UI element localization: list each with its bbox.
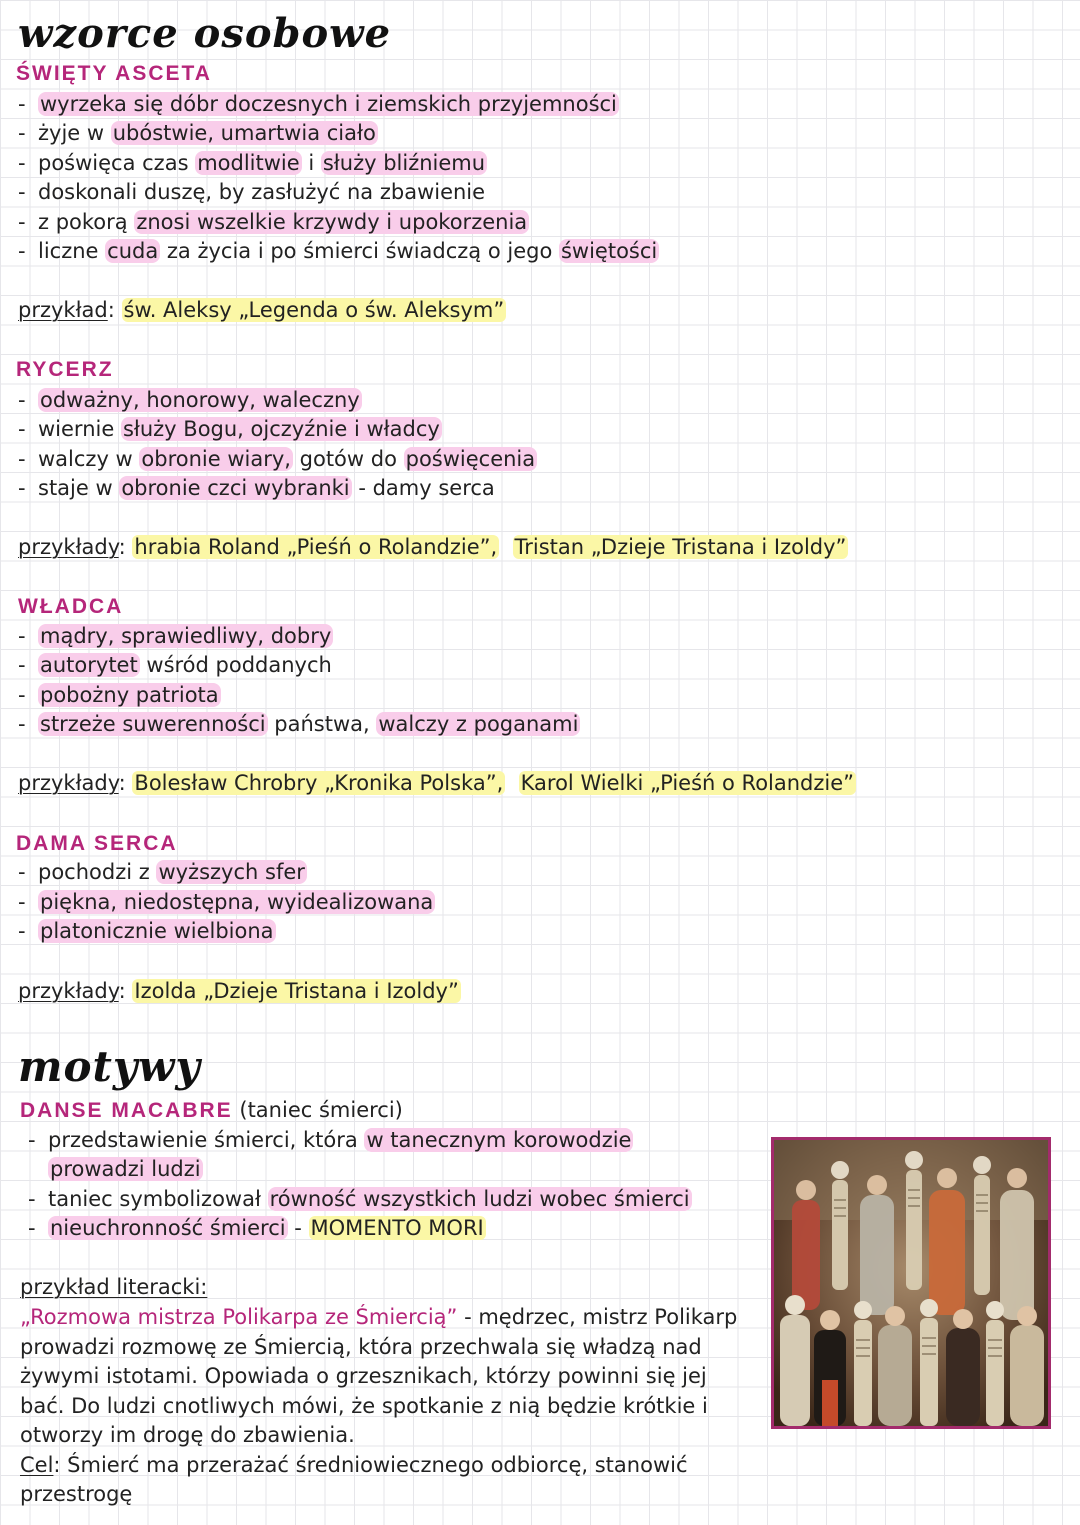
- danse-heading-line: DANSE MACABRE (taniec śmierci): [20, 1098, 403, 1122]
- section-title-wzorce: wzorce osobowe: [18, 10, 392, 57]
- asceta-line-1: - wyrzeka się dóbr doczesnych i ziemskich przyjemności: [18, 92, 617, 116]
- dama-line-2: - piękna, niedostępna, wyidealizowana: [18, 890, 434, 914]
- asceta-line-2: - żyje w ubóstwie, umartwia ciało: [18, 121, 376, 145]
- rycerz-line-3: - walczy w obronie wiary, gotów do poświęcenia: [18, 447, 536, 471]
- danse-line-2: - taniec symbolizował równość wszystkich ludzi wobec śmierci: [28, 1187, 690, 1211]
- asceta-line-3: - poświęca czas modlitwie i służy bliźniemu: [18, 151, 486, 175]
- heading-dama-serca: DAMA SERCA: [16, 832, 178, 855]
- wladca-line-4: - strzeże suwerenności państwa, walczy z poganami: [18, 712, 579, 736]
- rycerz-line-4: - staje w obronie czci wybranki - damy serca: [18, 476, 495, 500]
- rycerz-line-2: - wiernie służy Bogu, ojczyźnie i władcy: [18, 417, 440, 441]
- heading-rycerz: RYCERZ: [16, 358, 114, 381]
- heading-danse-macabre: DANSE MACABRE: [20, 1099, 233, 1122]
- section-title-motywy: motywy: [18, 1042, 201, 1091]
- wladca-line-1: - mądry, sprawiedliwy, dobry: [18, 624, 332, 648]
- asceta-line-5: - z pokorą znosi wszelkie krzywdy i upokorzenia: [18, 210, 528, 234]
- literary-example-label: przykład literacki:: [20, 1275, 208, 1299]
- asceta-example: przykład: św. Aleksy „Legenda o św. Aleksym”: [18, 298, 505, 322]
- dama-line-3: - platonicznie wielbiona: [18, 919, 274, 943]
- work-title: „Rozmowa mistrza Polikarpa ze Śmiercią”: [20, 1305, 458, 1329]
- rycerz-example: przykłady: hrabia Roland „Pieśń o Rolandzie”, Tristan „Dzieje Tristana i Izoldy”: [18, 535, 847, 559]
- wladca-line-2: - autorytet wśród poddanych: [18, 653, 332, 677]
- heading-wladca: WŁADCA: [18, 595, 124, 618]
- wladca-line-3: - pobożny patriota: [18, 683, 219, 707]
- danse-macabre-painting: [771, 1137, 1051, 1429]
- heading-asceta: ŚWIĘTY ASCETA: [16, 62, 212, 85]
- danse-line-1: - przedstawienie śmierci, która w tanecznym korowodzie: [28, 1128, 632, 1152]
- danse-line-1b: prowadzi ludzi: [50, 1157, 201, 1181]
- asceta-line-4: - doskonali duszę, by zasłużyć na zbawienie: [18, 180, 486, 204]
- literary-example-text: „Rozmowa mistrza Polikarpa ze Śmiercią” - mędrzec, mistrz Polikarp prowadzi rozmowę ze Śmiercią, która przechwala się władzą nad żywymi istotami. Opowiada o grzesznikach, którzy powinni się jej bać. Do ludzi cnotliwych mówi, że spotkanie z nią będzie krótkie i otworzy im drogę do zbawienia. Cel: Śmierć ma przerażać średniowiecznego odbiorcę, stanowić przestrogę: [20, 1305, 738, 1506]
- dama-example: przykłady: Izolda „Dzieje Tristana i Izoldy”: [18, 979, 459, 1003]
- dama-line-1: - pochodzi z wyższych sfer: [18, 860, 305, 884]
- wladca-example: przykłady: Bolesław Chrobry „Kronika Polska”, Karol Wielki „Pieśń o Rolandzie”: [18, 771, 855, 795]
- asceta-line-6: - liczne cuda za życia i po śmierci świadczą o jego świętości: [18, 239, 658, 263]
- rycerz-line-1: - odważny, honorowy, waleczny: [18, 388, 360, 412]
- danse-line-3: - nieuchronność śmierci - MOMENTO MORI: [28, 1216, 484, 1240]
